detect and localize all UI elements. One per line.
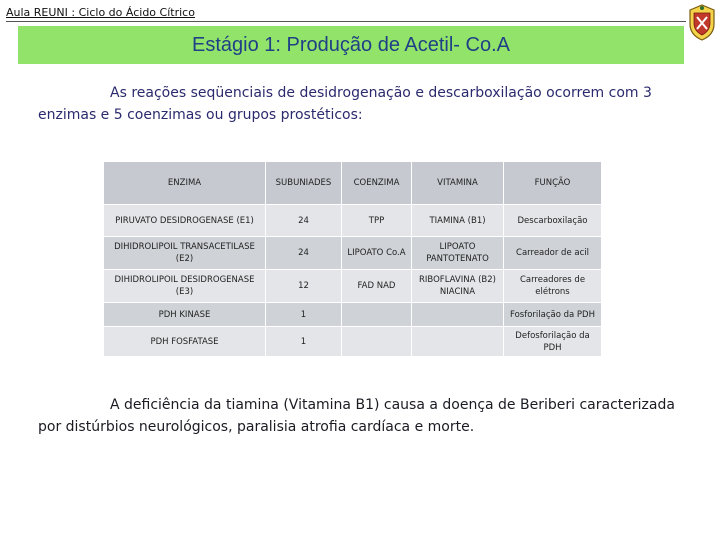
intro-paragraph: As reações seqüenciais de desidrogenação e descarboxilação ocorrem com 3 enzimas e 5 coenzimas ou grupos prostéticos: xyxy=(38,85,652,123)
table-header-row xyxy=(104,162,602,205)
table-row xyxy=(104,327,602,357)
cell-subunidades: 24 xyxy=(266,205,342,237)
cell-enzima: DIHIDROLIPOIL TRANSACETILASE (E2) xyxy=(104,237,266,270)
cell-coenzima xyxy=(342,303,412,327)
title-banner xyxy=(18,26,684,64)
cell-vitamina xyxy=(412,303,504,327)
slide-title: Estágio 1: Produção de Acetil- Co.A xyxy=(192,33,510,56)
enzyme-table xyxy=(103,161,602,357)
header-vitamina: VITAMINA xyxy=(412,162,504,205)
table-row xyxy=(104,303,602,327)
cell-enzima: DIHIDROLIPOIL DESIDROGENASE (E3) xyxy=(104,270,266,303)
cell-funcao: Carreador de acil xyxy=(504,237,602,270)
lecture-header-label: Aula REUNI : Ciclo do Ácido Cítrico xyxy=(6,6,195,19)
header-funcao: FUNÇÃO xyxy=(504,162,602,205)
cell-enzima: PDH FOSFATASE xyxy=(104,327,266,357)
cell-subunidades: 24 xyxy=(266,237,342,270)
cell-subunidades: 1 xyxy=(266,327,342,357)
cell-vitamina xyxy=(412,327,504,357)
cell-coenzima: TPP xyxy=(342,205,412,237)
cell-subunidades: 12 xyxy=(266,270,342,303)
cell-coenzima: LIPOATO Co.A xyxy=(342,237,412,270)
cell-vitamina: RIBOFLAVINA (B2) NIACINA xyxy=(412,270,504,303)
cell-coenzima: FAD NAD xyxy=(342,270,412,303)
table-row xyxy=(104,270,602,303)
cell-subunidades: 1 xyxy=(266,303,342,327)
cell-vitamina: LIPOATO PANTOTENATO xyxy=(412,237,504,270)
beriberi-paragraph: A deficiência da tiamina (Vitamina B1) causa a doença de Beriberi caracterizada por distúrbios neurológicos, paralisia atrofia cardíaca e morte. xyxy=(38,397,675,435)
cell-funcao: Carreadores de elétrons xyxy=(504,270,602,303)
university-crest-icon xyxy=(686,2,718,42)
header-coenzima: COENZIMA xyxy=(342,162,412,205)
header-enzima: ENZIMA xyxy=(104,162,266,205)
cell-enzima: PDH KINASE xyxy=(104,303,266,327)
cell-funcao: Descarboxilação xyxy=(504,205,602,237)
cell-vitamina: TIAMINA (B1) xyxy=(412,205,504,237)
header-subunidades: SUBUNIADES xyxy=(266,162,342,205)
cell-funcao: Defosforilação da PDH xyxy=(504,327,602,357)
table-row xyxy=(104,237,602,270)
table-row xyxy=(104,205,602,237)
cell-funcao: Fosforilação da PDH xyxy=(504,303,602,327)
cell-coenzima xyxy=(342,327,412,357)
header-divider xyxy=(6,21,686,22)
cell-enzima: PIRUVATO DESIDROGENASE (E1) xyxy=(104,205,266,237)
